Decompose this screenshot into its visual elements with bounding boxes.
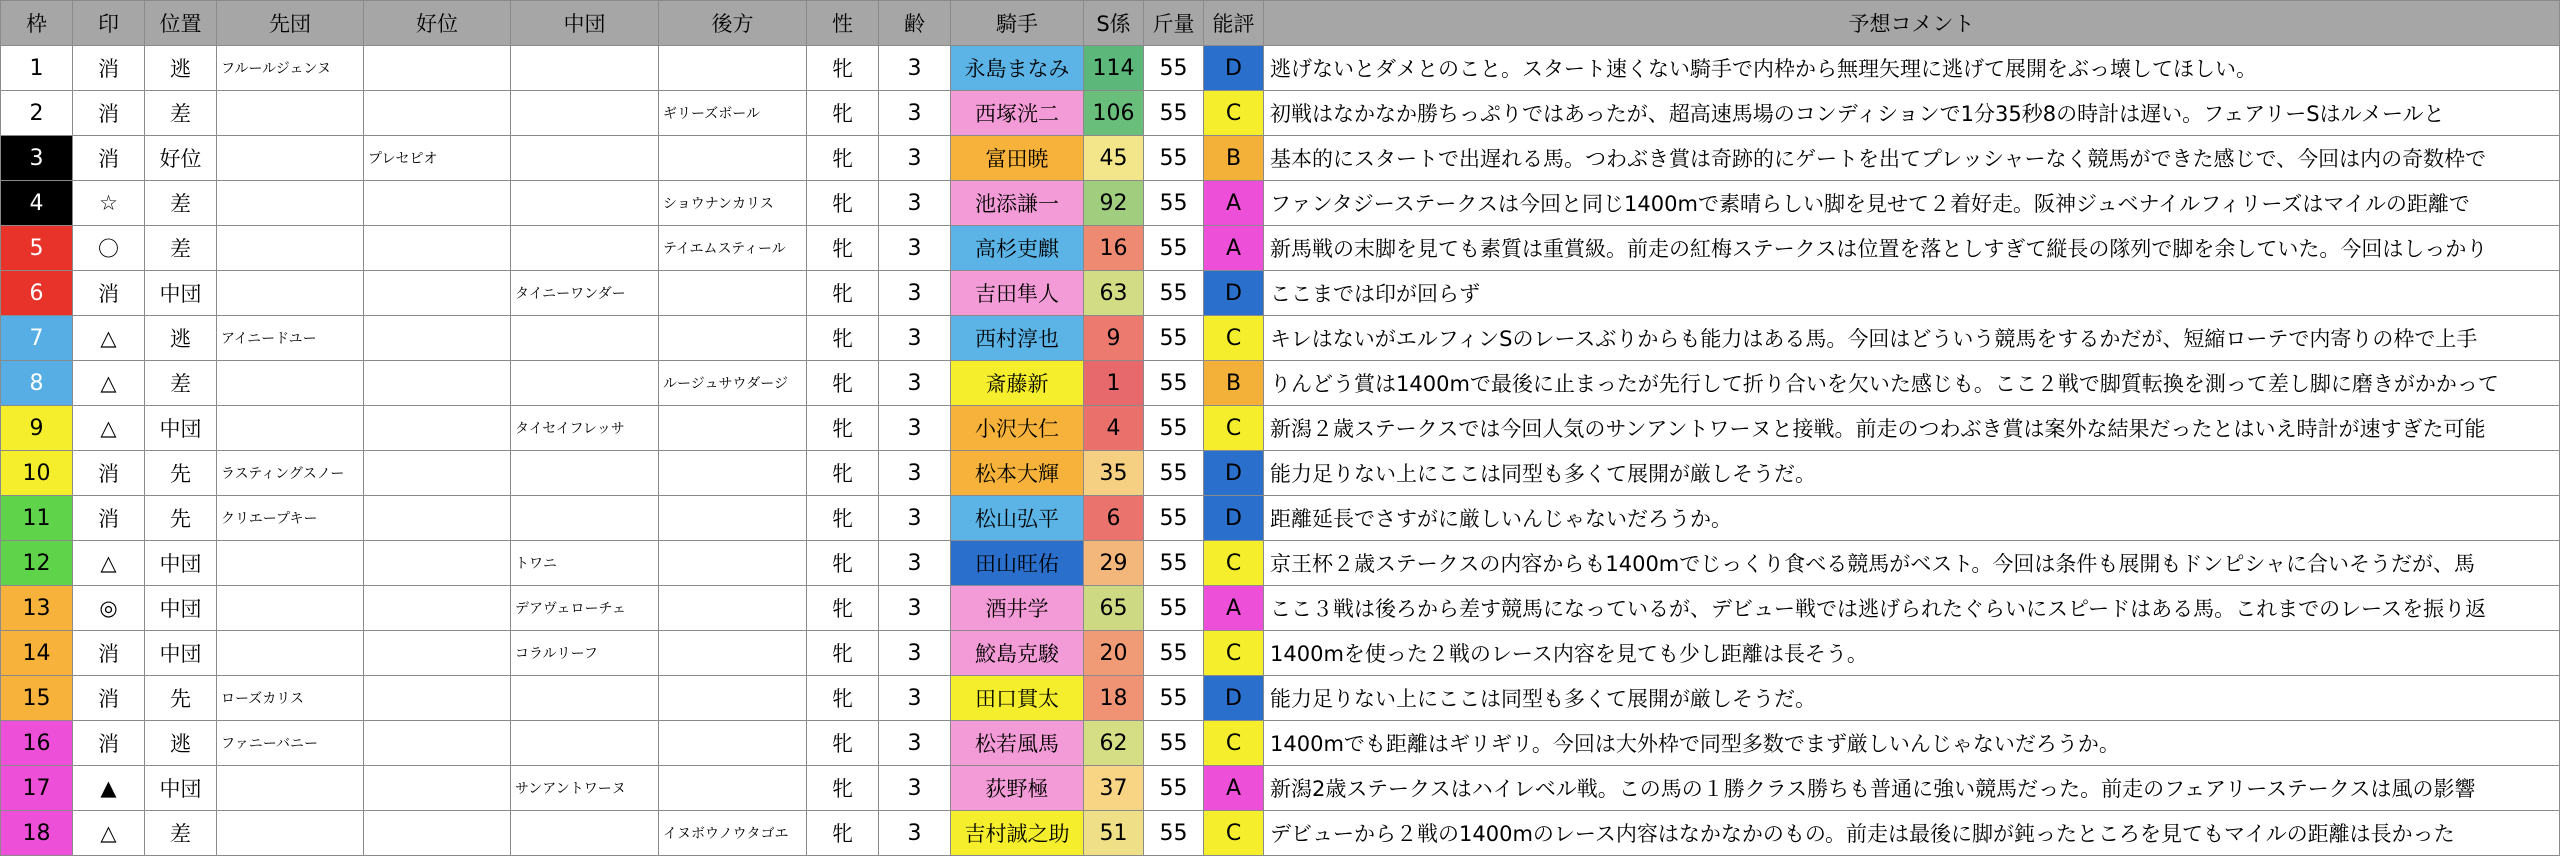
comment-cell: デビューから２戦の1400mのレース内容はなかなかのもの。前走は最後に脚が鈍ったところを見てもマイルの距離は長かった [1264,811,2560,856]
waku-cell: 9 [1,406,73,451]
comment-cell: ここまでは印が回らず [1264,271,2560,316]
comment-cell: 基本的にスタートで出遅れる馬。つわぶき賞は奇跡的にゲートを出てプレッシャーなく競馬ができた感じで、今回は内の奇数枠で [1264,136,2560,181]
age-cell: 3 [879,181,951,226]
chudan-cell [511,496,659,541]
position-cell: 好位 [145,136,217,181]
header-row [1,1,2560,46]
jockey-cell: 松本大輝 [951,451,1084,496]
waku-cell: 15 [1,676,73,721]
grade-cell: C [1204,721,1264,766]
s-factor-cell: 45 [1084,136,1144,181]
table-row [1,226,2560,271]
table-row [1,541,2560,586]
weight-cell: 55 [1144,676,1204,721]
table-row [1,811,2560,856]
chudan-cell [511,811,659,856]
koui-cell [364,271,511,316]
waku-cell: 2 [1,91,73,136]
weight-cell: 55 [1144,181,1204,226]
position-cell: 差 [145,226,217,271]
sendan-cell [217,631,364,676]
grade-cell: B [1204,136,1264,181]
grade-cell: C [1204,631,1264,676]
table-row [1,361,2560,406]
grade-cell: C [1204,811,1264,856]
koui-cell [364,586,511,631]
koui-cell [364,766,511,811]
comment-cell: 新馬戦の末脚を見ても素質は重賞級。前走の紅梅ステークスは位置を落としすぎて縦長の隊列で脚を余していた。今回はしっかり [1264,226,2560,271]
s-factor-cell: 114 [1084,46,1144,91]
grade-cell: D [1204,496,1264,541]
sex-cell: 牝 [807,46,879,91]
kouhou-cell [659,496,807,541]
header-age: 齢 [879,1,951,46]
chudan-cell: デアヴェローチェ [511,586,659,631]
waku-cell: 8 [1,361,73,406]
koui-cell [364,181,511,226]
s-factor-cell: 51 [1084,811,1144,856]
chudan-cell [511,226,659,271]
koui-cell [364,46,511,91]
jockey-cell: 小沢大仁 [951,406,1084,451]
weight-cell: 55 [1144,361,1204,406]
koui-cell [364,91,511,136]
s-factor-cell: 29 [1084,541,1144,586]
jockey-cell: 田口貫太 [951,676,1084,721]
waku-cell: 4 [1,181,73,226]
chudan-cell [511,91,659,136]
kouhou-cell: イヌボウノウタゴエ [659,811,807,856]
weight-cell: 55 [1144,811,1204,856]
jockey-cell: 西村淳也 [951,316,1084,361]
weight-cell: 55 [1144,316,1204,361]
header-weight: 斤量 [1144,1,1204,46]
koui-cell [364,451,511,496]
grade-cell: A [1204,181,1264,226]
weight-cell: 55 [1144,91,1204,136]
grade-cell: A [1204,226,1264,271]
sendan-cell: クリエープキー [217,496,364,541]
mark-cell: 消 [73,271,145,316]
kouhou-cell [659,676,807,721]
sex-cell: 牝 [807,136,879,181]
age-cell: 3 [879,766,951,811]
chudan-cell [511,136,659,181]
jockey-cell: 富田暁 [951,136,1084,181]
sendan-cell: フルールジェンヌ [217,46,364,91]
s-factor-cell: 9 [1084,316,1144,361]
waku-cell: 12 [1,541,73,586]
weight-cell: 55 [1144,226,1204,271]
kouhou-cell [659,586,807,631]
waku-cell: 3 [1,136,73,181]
sendan-cell [217,811,364,856]
koui-cell [364,541,511,586]
koui-cell: プレセピオ [364,136,511,181]
kouhou-cell [659,451,807,496]
position-cell: 中団 [145,631,217,676]
jockey-cell: 池添謙一 [951,181,1084,226]
weight-cell: 55 [1144,451,1204,496]
weight-cell: 55 [1144,586,1204,631]
chudan-cell: タイニーワンダー [511,271,659,316]
s-factor-cell: 18 [1084,676,1144,721]
age-cell: 3 [879,541,951,586]
header-koui: 好位 [364,1,511,46]
sex-cell: 牝 [807,811,879,856]
table-row [1,496,2560,541]
age-cell: 3 [879,586,951,631]
position-cell: 逃 [145,316,217,361]
sendan-cell [217,766,364,811]
mark-cell: 消 [73,676,145,721]
jockey-cell: 高杉吏麒 [951,226,1084,271]
jockey-cell: 田山旺佑 [951,541,1084,586]
mark-cell: △ [73,811,145,856]
mark-cell: △ [73,406,145,451]
comment-cell: 能力足りない上にここは同型も多くて展開が厳しそうだ。 [1264,451,2560,496]
kouhou-cell [659,46,807,91]
weight-cell: 55 [1144,721,1204,766]
grade-cell: D [1204,271,1264,316]
position-cell: 先 [145,496,217,541]
kouhou-cell: ギリーズボール [659,91,807,136]
koui-cell [364,676,511,721]
kouhou-cell [659,541,807,586]
chudan-cell: タイセイフレッサ [511,406,659,451]
weight-cell: 55 [1144,271,1204,316]
comment-cell: 能力足りない上にここは同型も多くて展開が厳しそうだ。 [1264,676,2560,721]
age-cell: 3 [879,406,951,451]
s-factor-cell: 16 [1084,226,1144,271]
age-cell: 3 [879,271,951,316]
age-cell: 3 [879,91,951,136]
waku-cell: 11 [1,496,73,541]
grade-cell: D [1204,676,1264,721]
waku-cell: 7 [1,316,73,361]
header-waku: 枠 [1,1,73,46]
sex-cell: 牝 [807,406,879,451]
s-factor-cell: 62 [1084,721,1144,766]
waku-cell: 18 [1,811,73,856]
mark-cell: △ [73,316,145,361]
sex-cell: 牝 [807,586,879,631]
header-jockey: 騎手 [951,1,1084,46]
position-cell: 中団 [145,766,217,811]
sex-cell: 牝 [807,181,879,226]
sendan-cell [217,181,364,226]
comment-cell: 初戦はなかなか勝ちっぷりではあったが、超高速馬場のコンディションで1分35秒8の時計は遅い。フェアリーSはルメールと [1264,91,2560,136]
waku-cell: 10 [1,451,73,496]
s-factor-cell: 92 [1084,181,1144,226]
sex-cell: 牝 [807,496,879,541]
mark-cell: 消 [73,631,145,676]
koui-cell [364,496,511,541]
comment-cell: キレはないがエルフィンSのレースぶりからも能力はある馬。今回はどういう競馬をするかだが、短縮ローテで内寄りの枠で上手 [1264,316,2560,361]
position-cell: 差 [145,361,217,406]
kouhou-cell: ルージュサウダージ [659,361,807,406]
weight-cell: 55 [1144,766,1204,811]
age-cell: 3 [879,361,951,406]
chudan-cell [511,361,659,406]
grade-cell: C [1204,541,1264,586]
waku-cell: 6 [1,271,73,316]
koui-cell [364,226,511,271]
s-factor-cell: 65 [1084,586,1144,631]
sex-cell: 牝 [807,226,879,271]
weight-cell: 55 [1144,541,1204,586]
header-sex: 性 [807,1,879,46]
comment-cell: 1400mを使った２戦のレース内容を見ても少し距離は長そう。 [1264,631,2560,676]
age-cell: 3 [879,136,951,181]
waku-cell: 1 [1,46,73,91]
waku-cell: 5 [1,226,73,271]
chudan-cell [511,721,659,766]
table-row [1,136,2560,181]
jockey-cell: 吉田隼人 [951,271,1084,316]
weight-cell: 55 [1144,136,1204,181]
waku-cell: 17 [1,766,73,811]
sex-cell: 牝 [807,721,879,766]
table-row [1,631,2560,676]
kouhou-cell [659,631,807,676]
chudan-cell [511,451,659,496]
sex-cell: 牝 [807,631,879,676]
position-cell: 差 [145,181,217,226]
position-cell: 中団 [145,586,217,631]
chudan-cell [511,676,659,721]
header-grade: 能評 [1204,1,1264,46]
table-row [1,406,2560,451]
s-factor-cell: 106 [1084,91,1144,136]
kouhou-cell [659,271,807,316]
chudan-cell [511,181,659,226]
mark-cell: 消 [73,451,145,496]
mark-cell: 消 [73,721,145,766]
kouhou-cell [659,136,807,181]
koui-cell [364,406,511,451]
sendan-cell [217,226,364,271]
koui-cell [364,361,511,406]
weight-cell: 55 [1144,496,1204,541]
mark-cell: 消 [73,91,145,136]
age-cell: 3 [879,316,951,361]
table-row [1,46,2560,91]
comment-cell: 新潟2歳ステークスはハイレベル戦。この馬の１勝クラス勝ちも普通に強い競馬だった。前走のフェアリーステークスは風の影響 [1264,766,2560,811]
position-cell: 逃 [145,46,217,91]
sendan-cell [217,271,364,316]
table-row [1,721,2560,766]
s-factor-cell: 37 [1084,766,1144,811]
jockey-cell: 荻野極 [951,766,1084,811]
sendan-cell [217,361,364,406]
chudan-cell [511,46,659,91]
chudan-cell: サンアントワーヌ [511,766,659,811]
sendan-cell [217,586,364,631]
header-s-factor: S係 [1084,1,1144,46]
comment-cell: 距離延長でさすがに厳しいんじゃないだろうか。 [1264,496,2560,541]
sex-cell: 牝 [807,91,879,136]
table-row [1,181,2560,226]
grade-cell: D [1204,451,1264,496]
age-cell: 3 [879,676,951,721]
s-factor-cell: 4 [1084,406,1144,451]
mark-cell: 消 [73,136,145,181]
table-row [1,676,2560,721]
kouhou-cell [659,406,807,451]
header-position: 位置 [145,1,217,46]
chudan-cell: トワニ [511,541,659,586]
koui-cell [364,811,511,856]
sex-cell: 牝 [807,451,879,496]
age-cell: 3 [879,46,951,91]
header-kouhou: 後方 [659,1,807,46]
s-factor-cell: 1 [1084,361,1144,406]
mark-cell: ☆ [73,181,145,226]
jockey-cell: 吉村誠之助 [951,811,1084,856]
header-mark: 印 [73,1,145,46]
kouhou-cell [659,316,807,361]
weight-cell: 55 [1144,406,1204,451]
comment-cell: 京王杯２歳ステークスの内容からも1400mでじっくり食べる競馬がベスト。今回は条件も展開もドンピシャに合いそうだが、馬 [1264,541,2560,586]
mark-cell: 〇 [73,226,145,271]
age-cell: 3 [879,226,951,271]
jockey-cell: 酒井学 [951,586,1084,631]
grade-cell: A [1204,766,1264,811]
sendan-cell: アイニードユー [217,316,364,361]
kouhou-cell [659,721,807,766]
table-row [1,271,2560,316]
sex-cell: 牝 [807,766,879,811]
mark-cell: 消 [73,496,145,541]
age-cell: 3 [879,721,951,766]
mark-cell: ◎ [73,586,145,631]
kouhou-cell [659,766,807,811]
header-sendan: 先団 [217,1,364,46]
age-cell: 3 [879,451,951,496]
sex-cell: 牝 [807,316,879,361]
sex-cell: 牝 [807,271,879,316]
koui-cell [364,721,511,766]
comment-cell: ここ３戦は後ろから差す競馬になっているが、デビュー戦では逃げられたぐらいにスピードはある馬。これまでのレースを振り返 [1264,586,2560,631]
position-cell: 差 [145,91,217,136]
grade-cell: C [1204,91,1264,136]
table-row [1,766,2560,811]
weight-cell: 55 [1144,631,1204,676]
s-factor-cell: 6 [1084,496,1144,541]
sendan-cell [217,91,364,136]
table-row [1,586,2560,631]
s-factor-cell: 35 [1084,451,1144,496]
sex-cell: 牝 [807,676,879,721]
table-row [1,91,2560,136]
position-cell: 差 [145,811,217,856]
kouhou-cell: ショウナンカリス [659,181,807,226]
waku-cell: 14 [1,631,73,676]
position-cell: 中団 [145,541,217,586]
comment-cell: ファンタジーステークスは今回と同じ1400mで素晴らしい脚を見せて２着好走。阪神ジュベナイルフィリーズはマイルの距離で [1264,181,2560,226]
age-cell: 3 [879,496,951,541]
jockey-cell: 松山弘平 [951,496,1084,541]
mark-cell: ▲ [73,766,145,811]
kouhou-cell: テイエムスティール [659,226,807,271]
jockey-cell: 松若風馬 [951,721,1084,766]
koui-cell [364,316,511,361]
position-cell: 中団 [145,271,217,316]
jockey-cell: 斎藤新 [951,361,1084,406]
grade-cell: C [1204,316,1264,361]
comment-cell: 逃げないとダメとのこと。スタート速くない騎手で内枠から無理矢理に逃げて展開をぶっ壊してほしい。 [1264,46,2560,91]
sendan-cell [217,136,364,181]
sendan-cell [217,406,364,451]
sendan-cell: ラスティングスノー [217,451,364,496]
waku-cell: 13 [1,586,73,631]
position-cell: 中団 [145,406,217,451]
mark-cell: △ [73,541,145,586]
sex-cell: 牝 [807,361,879,406]
position-cell: 逃 [145,721,217,766]
waku-cell: 16 [1,721,73,766]
jockey-cell: 永島まなみ [951,46,1084,91]
header-chudan: 中団 [511,1,659,46]
s-factor-cell: 20 [1084,631,1144,676]
weight-cell: 55 [1144,46,1204,91]
sendan-cell [217,541,364,586]
sex-cell: 牝 [807,541,879,586]
grade-cell: A [1204,586,1264,631]
sendan-cell: ローズカリス [217,676,364,721]
position-cell: 先 [145,451,217,496]
koui-cell [364,631,511,676]
jockey-cell: 鮫島克駿 [951,631,1084,676]
mark-cell: 消 [73,46,145,91]
age-cell: 3 [879,811,951,856]
age-cell: 3 [879,631,951,676]
header-comment: 予想コメント [1264,1,2560,46]
chudan-cell: コラルリーフ [511,631,659,676]
table-row [1,316,2560,361]
comment-cell: 1400mでも距離はギリギリ。今回は大外枠で同型多数でまず厳しいんじゃないだろうか。 [1264,721,2560,766]
grade-cell: C [1204,406,1264,451]
sendan-cell: ファニーバニー [217,721,364,766]
comment-cell: りんどう賞は1400mで最後に止まったが先行して折り合いを欠いた感じも。ここ２戦で脚質転換を測って差し脚に磨きがかかって [1264,361,2560,406]
s-factor-cell: 63 [1084,271,1144,316]
position-cell: 先 [145,676,217,721]
table-row [1,451,2560,496]
comment-cell: 新潟２歳ステークスでは今回人気のサンアントワーヌと接戦。前走のつわぶき賞は案外な結果だったとはいえ時計が速すぎた可能 [1264,406,2560,451]
grade-cell: D [1204,46,1264,91]
jockey-cell: 西塚洸二 [951,91,1084,136]
grade-cell: B [1204,361,1264,406]
mark-cell: △ [73,361,145,406]
chudan-cell [511,316,659,361]
